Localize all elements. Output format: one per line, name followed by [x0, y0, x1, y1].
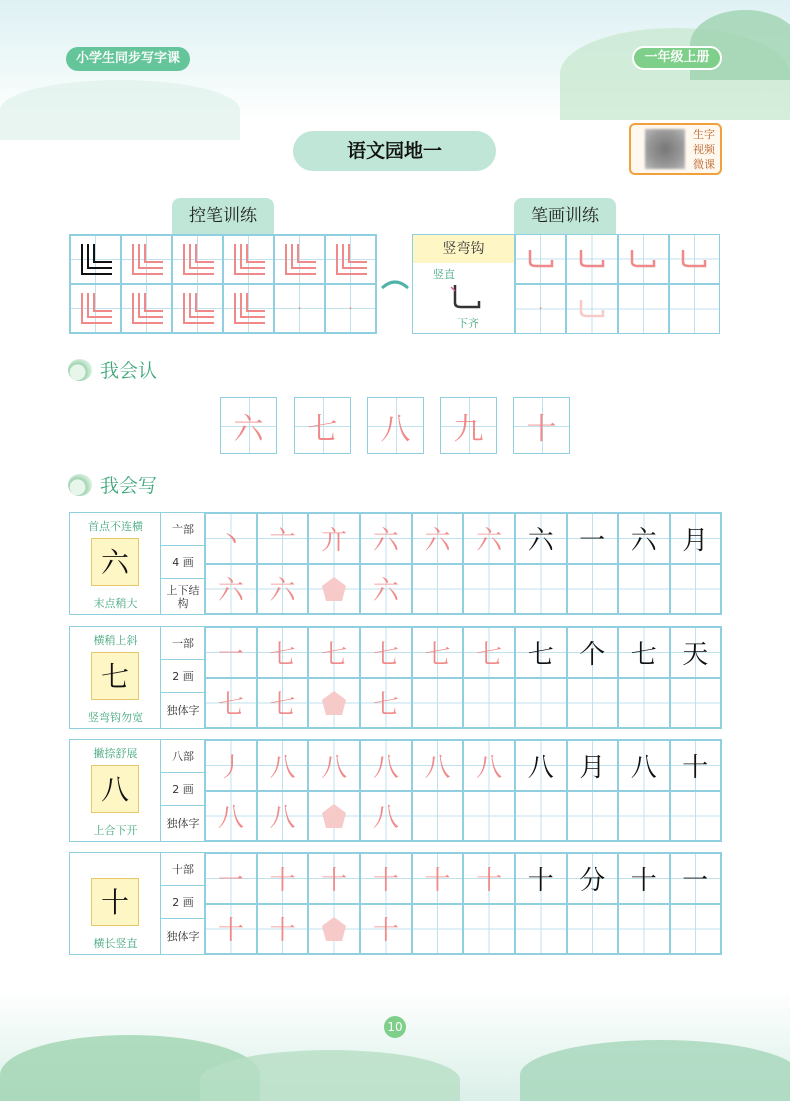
char-info — [70, 740, 161, 841]
blank-cell[interactable] — [515, 564, 567, 615]
practice-cell[interactable] — [325, 235, 376, 284]
recognize-char[interactable]: 七 — [294, 397, 351, 454]
trace-cell[interactable]: 十 — [257, 904, 309, 955]
stroke-cell[interactable] — [515, 234, 566, 284]
write-heading — [68, 471, 157, 498]
stroke-order-cell[interactable]: 八 — [360, 740, 412, 791]
hint-bottom: 下齐 — [457, 317, 479, 330]
word-char[interactable]: 十 — [515, 853, 567, 904]
stroke-cell[interactable] — [669, 234, 720, 284]
radical: 亠部 — [161, 513, 205, 546]
trace-cell[interactable]: 七 — [257, 678, 309, 729]
tab-stroke-training: 笔画训练 — [514, 198, 616, 234]
word-char[interactable]: 八 — [515, 740, 567, 791]
recognize-char[interactable]: 六 — [220, 397, 277, 454]
blank-cell[interactable] — [618, 904, 670, 955]
blank-cell[interactable] — [515, 791, 567, 842]
stroke-cell[interactable] — [618, 234, 669, 284]
stroke-order-grid — [205, 853, 515, 954]
footer-background — [0, 990, 790, 1101]
crane-icon — [68, 474, 92, 496]
stroke-order-cell[interactable]: 六 — [463, 513, 515, 564]
trace-shape-cell[interactable] — [308, 564, 360, 615]
trace-cell[interactable]: 十 — [360, 904, 412, 955]
stroke-order-cell[interactable]: 八 — [308, 740, 360, 791]
stroke-name: 竖弯钩 — [413, 235, 514, 263]
stroke-order-cell[interactable]: 十 — [308, 853, 360, 904]
stroke-count: 2 画 — [161, 886, 205, 919]
trace-cell[interactable] — [412, 678, 464, 729]
blank-cell[interactable] — [515, 678, 567, 729]
practice-cell[interactable]: · — [325, 284, 376, 333]
trace-cell[interactable]: 六 — [360, 564, 412, 615]
blank-cell[interactable] — [670, 564, 722, 615]
word-char[interactable]: 月 — [567, 740, 619, 791]
structure: 上下结构 — [166, 583, 200, 610]
blank-cell[interactable] — [618, 791, 670, 842]
hint-top: 竖直 — [433, 268, 455, 281]
stroke-order-cell[interactable]: 八 — [412, 740, 464, 791]
stroke-order-grid — [205, 627, 515, 728]
word-char[interactable]: 六 — [618, 513, 670, 564]
stroke-order-cell[interactable]: 十 — [360, 853, 412, 904]
blank-cell[interactable] — [567, 791, 619, 842]
trace-cell[interactable]: 八 — [257, 791, 309, 842]
writing-tip-bottom: 横长竖直 — [93, 937, 138, 950]
model-char: 八 — [91, 765, 139, 813]
structure: 独体字 — [166, 930, 200, 943]
stroke-order-cell[interactable]: 七 — [257, 627, 309, 678]
stroke-order-cell[interactable]: 八 — [463, 740, 515, 791]
char-info — [70, 853, 161, 954]
recognize-char[interactable]: 十 — [513, 397, 570, 454]
stroke-order-cell[interactable]: 八 — [257, 740, 309, 791]
stroke-practice-grid — [515, 234, 720, 334]
grade-badge: 一年级上册 — [632, 46, 722, 70]
trace-cell[interactable] — [463, 564, 515, 615]
stroke-count: 2 画 — [161, 660, 205, 693]
stroke-order-cell[interactable]: 六 — [360, 513, 412, 564]
word-char[interactable]: 十 — [670, 740, 722, 791]
word-char[interactable]: 十 — [618, 853, 670, 904]
word-char[interactable]: 分 — [567, 853, 619, 904]
practice-cell[interactable] — [121, 284, 172, 333]
radical: 八部 — [161, 740, 205, 773]
model-char: 十 — [91, 878, 139, 926]
blank-cell[interactable] — [618, 564, 670, 615]
write-block — [69, 626, 722, 729]
char-meta — [161, 740, 205, 841]
trace-shape-cell[interactable] — [308, 678, 360, 729]
blank-cell[interactable] — [670, 791, 722, 842]
video-label-line: 视频 — [693, 143, 715, 156]
writing-tip-top: 横稍上斜 — [93, 634, 138, 647]
stroke-order-cell[interactable]: 七 — [412, 627, 464, 678]
writing-tip-top: 首点不连横 — [88, 520, 143, 533]
practice-cell[interactable]: · — [274, 284, 325, 333]
practice-cell[interactable] — [223, 235, 274, 284]
stroke-cell[interactable] — [618, 284, 669, 334]
word-char[interactable]: 八 — [618, 740, 670, 791]
model-char: 七 — [91, 652, 139, 700]
trace-shape-cell[interactable] — [308, 791, 360, 842]
word-char[interactable]: 七 — [515, 627, 567, 678]
trace-cell[interactable] — [463, 791, 515, 842]
trace-cell[interactable] — [412, 791, 464, 842]
stroke-order-cell[interactable]: 七 — [360, 627, 412, 678]
video-lesson-qr[interactable] — [629, 123, 722, 175]
recognize-char[interactable]: 九 — [440, 397, 497, 454]
word-char[interactable]: 天 — [670, 627, 722, 678]
write-block — [69, 852, 722, 955]
structure: 独体字 — [166, 817, 200, 830]
word-grid — [515, 853, 721, 954]
blank-cell[interactable] — [515, 904, 567, 955]
blank-cell[interactable] — [567, 564, 619, 615]
word-char[interactable]: 七 — [618, 627, 670, 678]
word-grid — [515, 627, 721, 728]
practice-cell[interactable] — [274, 235, 325, 284]
stroke-order-grid — [205, 740, 515, 841]
stroke-order-cell[interactable]: 十 — [412, 853, 464, 904]
stroke-order-cell[interactable]: 丿 — [205, 740, 257, 791]
trace-cell[interactable]: 八 — [360, 791, 412, 842]
stroke-cell[interactable]: · — [515, 284, 566, 334]
writing-tip-bottom: 末点稍大 — [93, 597, 138, 610]
stroke-order-cell[interactable]: 亠 — [257, 513, 309, 564]
page-title: 语文园地一 — [293, 131, 496, 171]
stroke-training-panel — [412, 234, 720, 334]
word-char[interactable]: 月 — [670, 513, 722, 564]
stroke-order-cell[interactable]: 七 — [308, 627, 360, 678]
stroke-order-cell[interactable]: 亣 — [308, 513, 360, 564]
char-info — [70, 513, 161, 614]
blank-cell[interactable] — [567, 904, 619, 955]
stroke-order-cell[interactable]: 一 — [205, 853, 257, 904]
radical: 一部 — [161, 627, 205, 660]
word-char[interactable]: 个 — [567, 627, 619, 678]
structure: 独体字 — [166, 704, 200, 717]
crane-icon — [68, 359, 92, 381]
connector-arc — [378, 274, 412, 294]
series-badge: 小学生同步写字课 — [66, 47, 190, 71]
stroke-diagram — [449, 281, 489, 313]
char-info — [70, 627, 161, 728]
trace-cell[interactable]: 七 — [360, 678, 412, 729]
stroke-count: 4 画 — [161, 546, 205, 579]
video-label-line: 微课 — [693, 158, 715, 171]
trace-cell[interactable]: 六 — [257, 564, 309, 615]
writing-tip-bottom: 上合下开 — [93, 824, 138, 837]
word-char[interactable]: 一 — [670, 853, 722, 904]
tab-control-training: 控笔训练 — [172, 198, 274, 234]
practice-cell[interactable] — [223, 284, 274, 333]
trace-cell[interactable]: 七 — [205, 678, 257, 729]
model-char: 六 — [91, 538, 139, 586]
word-char[interactable]: 一 — [567, 513, 619, 564]
writing-tip-bottom: 竖弯钩勿宽 — [88, 711, 143, 724]
practice-cell[interactable] — [70, 284, 121, 333]
blank-cell[interactable] — [670, 904, 722, 955]
stroke-cell[interactable] — [566, 234, 617, 284]
trace-cell[interactable] — [463, 678, 515, 729]
stroke-order-cell[interactable]: 丶 — [205, 513, 257, 564]
trace-cell[interactable]: 八 — [205, 791, 257, 842]
stroke-count: 2 画 — [161, 773, 205, 806]
blank-cell[interactable] — [618, 678, 670, 729]
stroke-order-cell[interactable]: 七 — [463, 627, 515, 678]
blank-cell[interactable] — [567, 678, 619, 729]
trace-cell[interactable] — [412, 564, 464, 615]
stroke-order-cell[interactable]: 一 — [205, 627, 257, 678]
char-meta — [161, 627, 205, 728]
trace-shape-cell[interactable] — [308, 904, 360, 955]
stroke-order-cell[interactable]: 十 — [257, 853, 309, 904]
word-grid — [515, 740, 721, 841]
stroke-order-cell[interactable]: 十 — [463, 853, 515, 904]
video-label-line: 生字 — [693, 128, 715, 141]
recognize-heading — [68, 356, 157, 383]
write-heading-label: 我会写 — [100, 475, 158, 497]
word-grid — [515, 513, 721, 614]
char-meta — [161, 513, 205, 614]
practice-cell[interactable] — [70, 235, 121, 284]
trace-cell[interactable] — [463, 904, 515, 955]
write-block — [69, 512, 722, 615]
stroke-cell[interactable] — [669, 284, 720, 334]
blank-cell[interactable] — [670, 678, 722, 729]
stroke-demo — [413, 235, 515, 333]
practice-cell[interactable] — [172, 235, 223, 284]
stroke-order-cell[interactable]: 六 — [412, 513, 464, 564]
practice-cell[interactable] — [121, 235, 172, 284]
stroke-cell[interactable] — [566, 284, 617, 334]
trace-cell[interactable] — [412, 904, 464, 955]
word-char[interactable]: 六 — [515, 513, 567, 564]
stroke-order-grid — [205, 513, 515, 614]
radical: 十部 — [161, 853, 205, 886]
trace-cell[interactable]: 六 — [205, 564, 257, 615]
recognize-char[interactable]: 八 — [367, 397, 424, 454]
control-training-grid — [69, 234, 377, 334]
write-block — [69, 739, 722, 842]
recognize-heading-label: 我会认 — [100, 360, 158, 382]
trace-cell[interactable]: 十 — [205, 904, 257, 955]
char-meta — [161, 853, 205, 954]
practice-cell[interactable] — [172, 284, 223, 333]
writing-tip-top: 撇捺舒展 — [93, 747, 138, 760]
page-number: 10 — [384, 1016, 406, 1038]
qr-code-icon[interactable] — [645, 129, 685, 169]
